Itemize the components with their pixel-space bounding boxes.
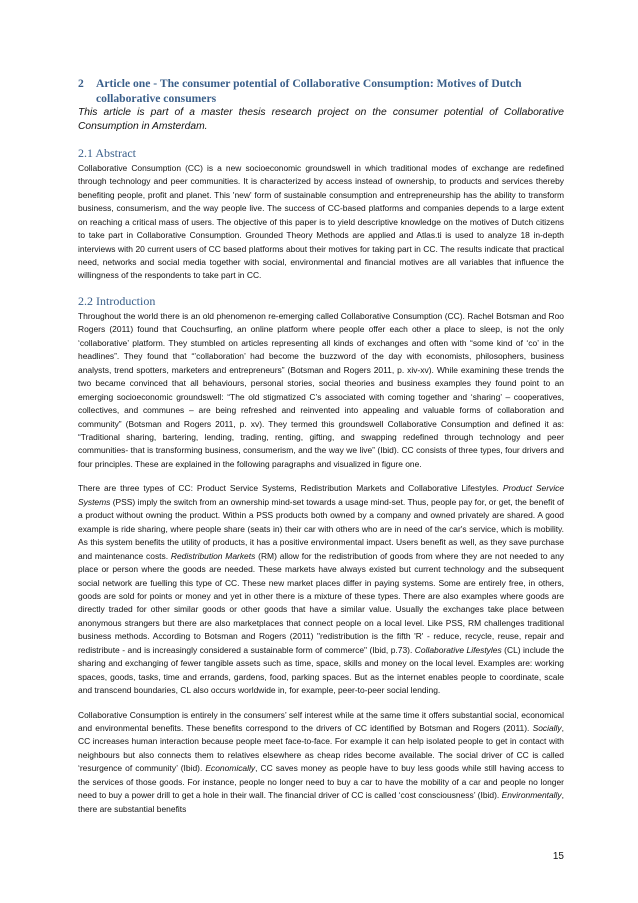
p3-text-a: Collaborative Consumption is entirely in the consumers’ self interest while at the same time it offers substantial social, economical and environmental benefits. These benefits correspond to the drivers of CC identified by Botsman and Rogers (2011). bbox=[78, 709, 564, 734]
heading-title: Article one - The consumer potential of Collaborative Consumption: Motives of Dutch collaborative consumers bbox=[96, 77, 522, 105]
term-socially: Socially bbox=[532, 723, 562, 734]
p2-text-b: (PSS) imply the switch from an ownership mind-set towards a usage mind-set. Thus, people pay for, or get, the benefit of a product without owning the product. Within a PSS products both owned by a company and owned privately are shared. A good example is ride sharing, where people share (seats in) their car with others who are in need of the car's service, which is mobility. As this system benefits the utility of products, it has a positive environmental impact. Users benefit as well, as they save purchase and maintenance costs. bbox=[78, 496, 564, 561]
heading-number: 2 bbox=[78, 77, 84, 90]
p2-text-c: (RM) allow for the redistribution of goods from where they are not needed to any place or person where the goods are needed. These markets have always existed but current technology and the subsequent social network are fuelling this type of CC. These new market places differ in paying systems. Some are entirely free, in others, goods are sold for points or money and yet in other there is a mixture of these types. There are also examples where goods are directly traded for other similar goods or other goods that have a similar value. Usually the exchanges take place between anonymous strangers but there are also marketplaces that connect people on a local level. Like PSS, RM challenges traditional business methods. According to Botsman and Rogers (2011) "redistribution is the fifth 'R' - reduce, recycle, reuse, repair and redistribute - and is increasingly considered a sustainable form of commerce" (Ibid, p.73). bbox=[78, 550, 564, 655]
p2-text-a: There are three types of CC: Product Service Systems, Redistribution Markets and Collaborative Lifestyles. bbox=[78, 483, 503, 494]
abstract-paragraph: Collaborative Consumption (CC) is a new socioeconomic groundswell in which traditional modes of exchange are redefined through technology and peer communities. It is characterized by access instead of ownership, to products and services thereby benefiting people, profit and planet. This 'new' form of sustainable consumption and entrepreneurship has the ability to transform business, consumerism, and the way people live. The success of CC-based platforms and companies depends to a large extent on reaching a critical mass of users. The objective of this paper is to yield descriptive knowledge on the motives of Dutch citizens to take part in Collaborative Consumption. Grounded Theory Methods are applied and Atlas.ti is used to analyze 18 in-depth interviews with 20 current users of CC based platforms about their motives for taking part in CC. The results indicate that practical need, networks and social media together with social, environmental and financial motives are all variables that influence the willingness of the respondents to take part in CC. bbox=[78, 162, 564, 281]
term-environmentally: Environmentally bbox=[501, 790, 562, 801]
term-economically: Economically bbox=[205, 763, 256, 774]
term-redistribution-markets: Redistribution Markets bbox=[170, 550, 256, 561]
page-number: 15 bbox=[552, 851, 564, 862]
p3-text-c: , CC saves money as people have to buy less goods while still having access to the services of those goods. For instance, people no longer need to buy a car to have the mobility of a car and people no longer need to buy a power drill to get a hole in their wall. The financial driver of CC is called ‘cost consciousness’ (Ibid). bbox=[78, 763, 564, 801]
p2-text-d: (CL) include the sharing and exchanging of fewer tangible assets such as time, space, skills and money on the local level. Examples are: working spaces, goods, tasks, time and errands, gardens, food, parking spaces. But as the internet enables people to coordinate, scale and transcend boundaries, CL also occurs worldwide in, for example, peer-to-peer social lending. bbox=[78, 644, 564, 696]
introduction-paragraph-1: Throughout the world there is an old phenomenon re-emerging called Collaborative Consumption (CC). Rachel Botsman and Roo Rogers (2011) found that Couchsurfing, an online platform where people offer each other a place to sleep, is not the only ‘collaborative’ platform. They stumbled on articles representing all kinds of exchanges and often with “some kind of ‘co’ in the headlines”. They found that “’collaboration’ had become the buzzword of the day with economists, philosophers, business analysts, trend spotters, marketers and entrepreneurs” (Botsman and Rogers 2011, p. xiv-xv). While examining these trends the two became convinced that all behaviours, personal stories, social theories and business examples they found point to an emerging socioeconomic groundswell: “The old stigmatized C’s associated with coming together and ‘sharing’ – cooperatives, collectives, and communes – are being refreshed and reinvented into appealing and valuable forms of collaboration and community” (Botsman and Rogers 2011, p. xv). They termed this groundswell Collaborative Consumption and defined it as: “Traditional sharing, bartering, lending, trading, renting, gifting, and swapping redefined through technology and peer communities- that is transforming business, consumerism, and the way we live” (Ibid). CC consists of three types, four drivers and four principles. These are explained in the following paragraphs and visualized in figure one. bbox=[78, 310, 564, 469]
introduction-paragraph-3 bbox=[78, 709, 564, 817]
page-content bbox=[78, 76, 564, 816]
article-intro: This article is part of a master thesis research project on the consumer potential of Collaborative Consumption in Amsterdam. bbox=[78, 107, 564, 133]
introduction-paragraph-2 bbox=[78, 482, 564, 697]
p3-text-b: , CC increases human interaction because people meet face-to-face. For example it can help isolated people to get in contact with neighbours but also connects them to relatives elsewhere as cheap rides become available. The social driver of CC is called ‘resurgence of community’ (Ibid). bbox=[78, 723, 564, 774]
term-product-service-systems: Product Service Systems bbox=[78, 483, 565, 507]
article-heading bbox=[78, 76, 564, 106]
abstract-heading: 2.1 Abstract bbox=[78, 145, 136, 160]
term-collaborative-lifestyles: Collaborative Lifestyles bbox=[414, 644, 502, 655]
p3-text-d: , there are substantial benefits bbox=[78, 790, 564, 814]
introduction-heading: 2.2 Introduction bbox=[78, 293, 156, 308]
